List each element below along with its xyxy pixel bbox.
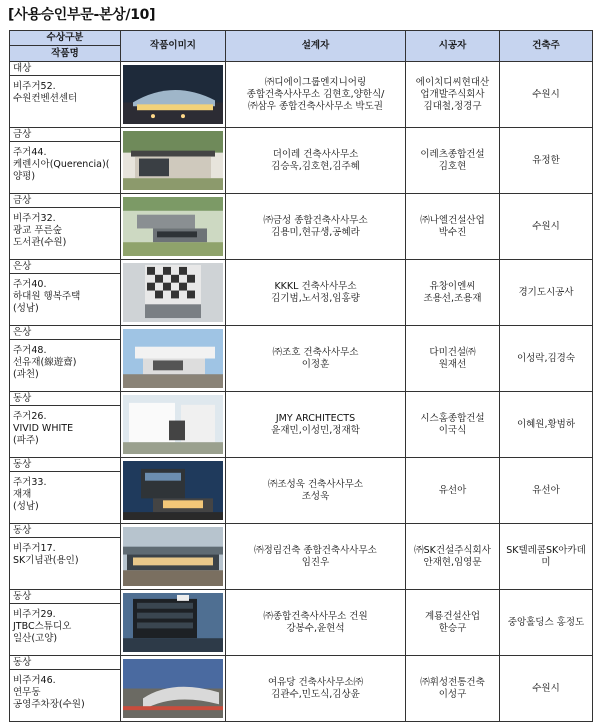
white-house-photo	[123, 395, 223, 454]
builder-cell	[406, 128, 500, 194]
owner-line: 미	[541, 556, 551, 568]
work-name-line: 주거40.	[13, 279, 47, 290]
table-row	[10, 128, 593, 194]
award-grade: 동상	[10, 656, 120, 670]
award-grade: 동상	[10, 524, 120, 538]
award-grade: 은상	[10, 260, 120, 274]
designer-line: 임진우	[301, 556, 330, 568]
designer-line: 여유당 건축사사무소㈜	[267, 676, 364, 688]
builder-line: ㈜SK건설주식회사	[414, 544, 491, 556]
builder-line: 박수진	[438, 226, 467, 238]
work-image-cell	[121, 392, 226, 458]
owner-name: 유선아	[532, 484, 560, 496]
award-grade: 은상	[10, 326, 120, 340]
owner-name: 수원시	[532, 682, 560, 694]
residence-photo	[123, 329, 223, 388]
page-title: [사용승인부문-본상/10]	[8, 7, 156, 23]
designer-line: 김용미,현규생,공혜라	[271, 226, 360, 238]
award-grade: 금상	[10, 128, 120, 142]
header-category-bottom: 작품명	[51, 48, 79, 59]
builder-line: 이성구	[438, 688, 467, 700]
work-name-line: 비주거46.	[13, 675, 56, 686]
category-cell	[10, 590, 121, 656]
work-name-line: 주거44.	[13, 147, 47, 158]
work-name	[10, 208, 120, 249]
designer-line: 김승욱,김호현,김주혜	[271, 160, 360, 172]
category-cell	[10, 62, 121, 128]
owner-name: 이혜원,황범하	[516, 418, 576, 430]
designer-cell	[226, 524, 406, 590]
builder-line: 에이치디씨현대산	[415, 76, 490, 88]
work-name	[10, 76, 120, 105]
house-photo	[123, 131, 223, 190]
work-name-line: 주거48.	[13, 345, 47, 356]
builder-line: 이국식	[438, 424, 467, 436]
owner-name: 수원시	[532, 220, 560, 232]
library-photo	[123, 197, 223, 256]
work-name-line: 하대원 행복주택	[13, 291, 81, 302]
work-name-line: 비주거17.	[13, 543, 56, 554]
award-grade: 대상	[10, 62, 120, 76]
builder-line: 이레츠종합건설	[420, 148, 485, 160]
designer-line: ㈜조호 건축사사무소	[272, 346, 359, 358]
header-owner: 건축주	[500, 31, 593, 62]
work-name-line: 공영주차장(수원)	[13, 699, 85, 710]
builder-cell	[406, 392, 500, 458]
header-builder: 시공자	[406, 31, 500, 62]
work-name-line: 일산(고양)	[13, 633, 58, 644]
table-row	[10, 194, 593, 260]
work-name-line: 케렌시아(Querencia)(	[13, 159, 110, 170]
table-row	[10, 524, 593, 590]
category-cell	[10, 524, 121, 590]
designer-cell	[226, 326, 406, 392]
category-cell	[10, 392, 121, 458]
work-image-cell	[121, 62, 226, 128]
owner-cell	[500, 458, 593, 524]
designer-line: ㈜금성 종합건축사사무소	[263, 214, 368, 226]
designer-line: 강봉수,윤현석	[286, 622, 345, 634]
designer-cell	[226, 128, 406, 194]
work-image-cell	[121, 128, 226, 194]
designer-line: KKKL 건축사사무소	[274, 280, 357, 292]
header-designer: 설계자	[226, 31, 406, 62]
table-header-row	[10, 31, 593, 62]
category-cell	[10, 128, 121, 194]
work-image-cell	[121, 194, 226, 260]
owner-cell	[500, 392, 593, 458]
designer-line: ㈜디에이그룹엔지니어링	[264, 76, 367, 88]
designer-line: 김관수,민도식,김상윤	[271, 688, 360, 700]
header-category-top: 수상구분	[10, 31, 120, 46]
work-image-cell	[121, 458, 226, 524]
owner-cell	[500, 194, 593, 260]
owner-cell	[500, 326, 593, 392]
designer-line: 윤재민,이성민,정재학	[271, 424, 360, 436]
table-row	[10, 260, 593, 326]
builder-line: ㈜휘성전통건축	[420, 676, 485, 688]
header-image: 작품이미지	[121, 31, 226, 62]
builder-cell	[406, 656, 500, 722]
designer-cell	[226, 458, 406, 524]
owner-line: SK텔레콤SK아카데	[506, 544, 586, 556]
work-image-cell	[121, 326, 226, 392]
table-row	[10, 656, 593, 722]
designer-line: ㈜정림건축 종합건축사사무소	[254, 544, 377, 556]
builder-line: 한승구	[438, 622, 467, 634]
builder-line: 업개발주식회사	[420, 88, 485, 100]
designer-line: 김기범,노서정,임홍량	[271, 292, 360, 304]
category-cell	[10, 656, 121, 722]
builder-line: 김호현	[438, 160, 467, 172]
work-image-cell	[121, 260, 226, 326]
builder-cell	[406, 590, 500, 656]
owner-name: 수원시	[532, 88, 560, 100]
table-row	[10, 326, 593, 392]
builder-line: 유창이엔씨	[429, 280, 476, 292]
work-name	[10, 274, 120, 315]
builder-line: 안재현,임영문	[423, 556, 482, 568]
work-name-line: 주거33.	[13, 477, 47, 488]
work-name-line: (성남)	[13, 303, 39, 314]
owner-cell	[500, 590, 593, 656]
work-name-line: 광교 푸른숲	[13, 225, 62, 236]
builder-cell	[406, 524, 500, 590]
work-name-line: SK기념관(용인)	[13, 555, 79, 566]
work-name-line: (성남)	[13, 501, 39, 512]
work-image-cell	[121, 524, 226, 590]
convention-center-photo	[123, 65, 223, 124]
work-name-line: 수원컨벤션센터	[13, 93, 78, 104]
builder-cell	[406, 260, 500, 326]
owner-name: 이성락,김경숙	[516, 352, 576, 364]
designer-line: ㈜조성욱 건축사사무소	[267, 478, 364, 490]
table-row	[10, 590, 593, 656]
owner-cell	[500, 524, 593, 590]
award-grade: 동상	[10, 392, 120, 406]
studio-photo	[123, 593, 223, 652]
owner-cell	[500, 128, 593, 194]
category-cell	[10, 194, 121, 260]
owner-name: 유정한	[532, 154, 560, 166]
award-grade: 동상	[10, 458, 120, 472]
table-row	[10, 392, 593, 458]
table-row	[10, 62, 593, 128]
award-grade: 동상	[10, 590, 120, 604]
designer-line: 종합건축사사무소 김현호,양한식/	[246, 88, 385, 100]
builder-line: 다미건설㈜	[429, 346, 476, 358]
work-image-cell	[121, 656, 226, 722]
work-name	[10, 142, 120, 183]
builder-line: 시스홈종합건설	[420, 412, 485, 424]
designer-line: 이정훈	[301, 358, 330, 370]
housing-photo	[123, 263, 223, 322]
award-table	[9, 30, 593, 722]
designer-line: JMY ARCHITECTS	[275, 412, 356, 424]
builder-cell	[406, 62, 500, 128]
work-name	[10, 406, 120, 447]
designer-cell	[226, 392, 406, 458]
category-cell	[10, 326, 121, 392]
builder-line: 원재선	[438, 358, 467, 370]
table-row	[10, 458, 593, 524]
category-cell	[10, 458, 121, 524]
night-house-photo	[123, 461, 223, 520]
award-grade: 금상	[10, 194, 120, 208]
work-name-line: JTBC스튜디오	[13, 621, 72, 632]
work-name	[10, 340, 120, 381]
designer-line: 조성욱	[301, 490, 330, 502]
designer-cell	[226, 194, 406, 260]
work-image-cell	[121, 590, 226, 656]
builder-cell	[406, 458, 500, 524]
owner-name: 중앙홀딩스 홍정도	[507, 616, 585, 628]
builder-line: 조용선,조용재	[423, 292, 482, 304]
work-name-line: 연무동	[13, 687, 41, 698]
work-name-line: 비주거29.	[13, 609, 56, 620]
designer-cell	[226, 260, 406, 326]
builder-cell	[406, 194, 500, 260]
owner-cell	[500, 260, 593, 326]
designer-cell	[226, 590, 406, 656]
work-name-line: 비주거32.	[13, 213, 56, 224]
work-name	[10, 670, 120, 711]
builder-cell	[406, 326, 500, 392]
work-name	[10, 472, 120, 513]
designer-line: 더이레 건축사사무소	[272, 148, 359, 160]
header-category	[10, 31, 121, 62]
work-name-line: (과천)	[13, 369, 39, 380]
parking-photo	[123, 659, 223, 718]
work-name-line: 도서관(수원)	[13, 237, 67, 248]
owner-name: 경기도시공사	[518, 286, 574, 298]
work-name-line: 비주거52.	[13, 81, 56, 92]
owner-cell	[500, 62, 593, 128]
builder-line: 계룡건설산업	[424, 610, 481, 622]
work-name-line: VIVID WHITE	[13, 423, 74, 434]
designer-cell	[226, 62, 406, 128]
work-name-line: 재재	[13, 489, 32, 500]
builder-line: 유선아	[438, 484, 467, 496]
work-name-line: 선유재(線遊齋)	[13, 357, 77, 368]
owner-cell	[500, 656, 593, 722]
designer-line: ㈜종합건축사사무소 건원	[263, 610, 368, 622]
work-name	[10, 538, 120, 567]
designer-line: ㈜삼우 종합건축사사무소 박도권	[248, 100, 383, 112]
work-name-line: (파주)	[13, 435, 39, 446]
builder-line: ㈜나엘건설산업	[420, 214, 485, 226]
builder-line: 김대철,정경구	[423, 100, 482, 112]
category-cell	[10, 260, 121, 326]
memorial-hall-photo	[123, 527, 223, 586]
designer-cell	[226, 656, 406, 722]
work-name-line: 주거26.	[13, 411, 47, 422]
work-name-line: 양평)	[13, 171, 36, 182]
work-name	[10, 604, 120, 645]
